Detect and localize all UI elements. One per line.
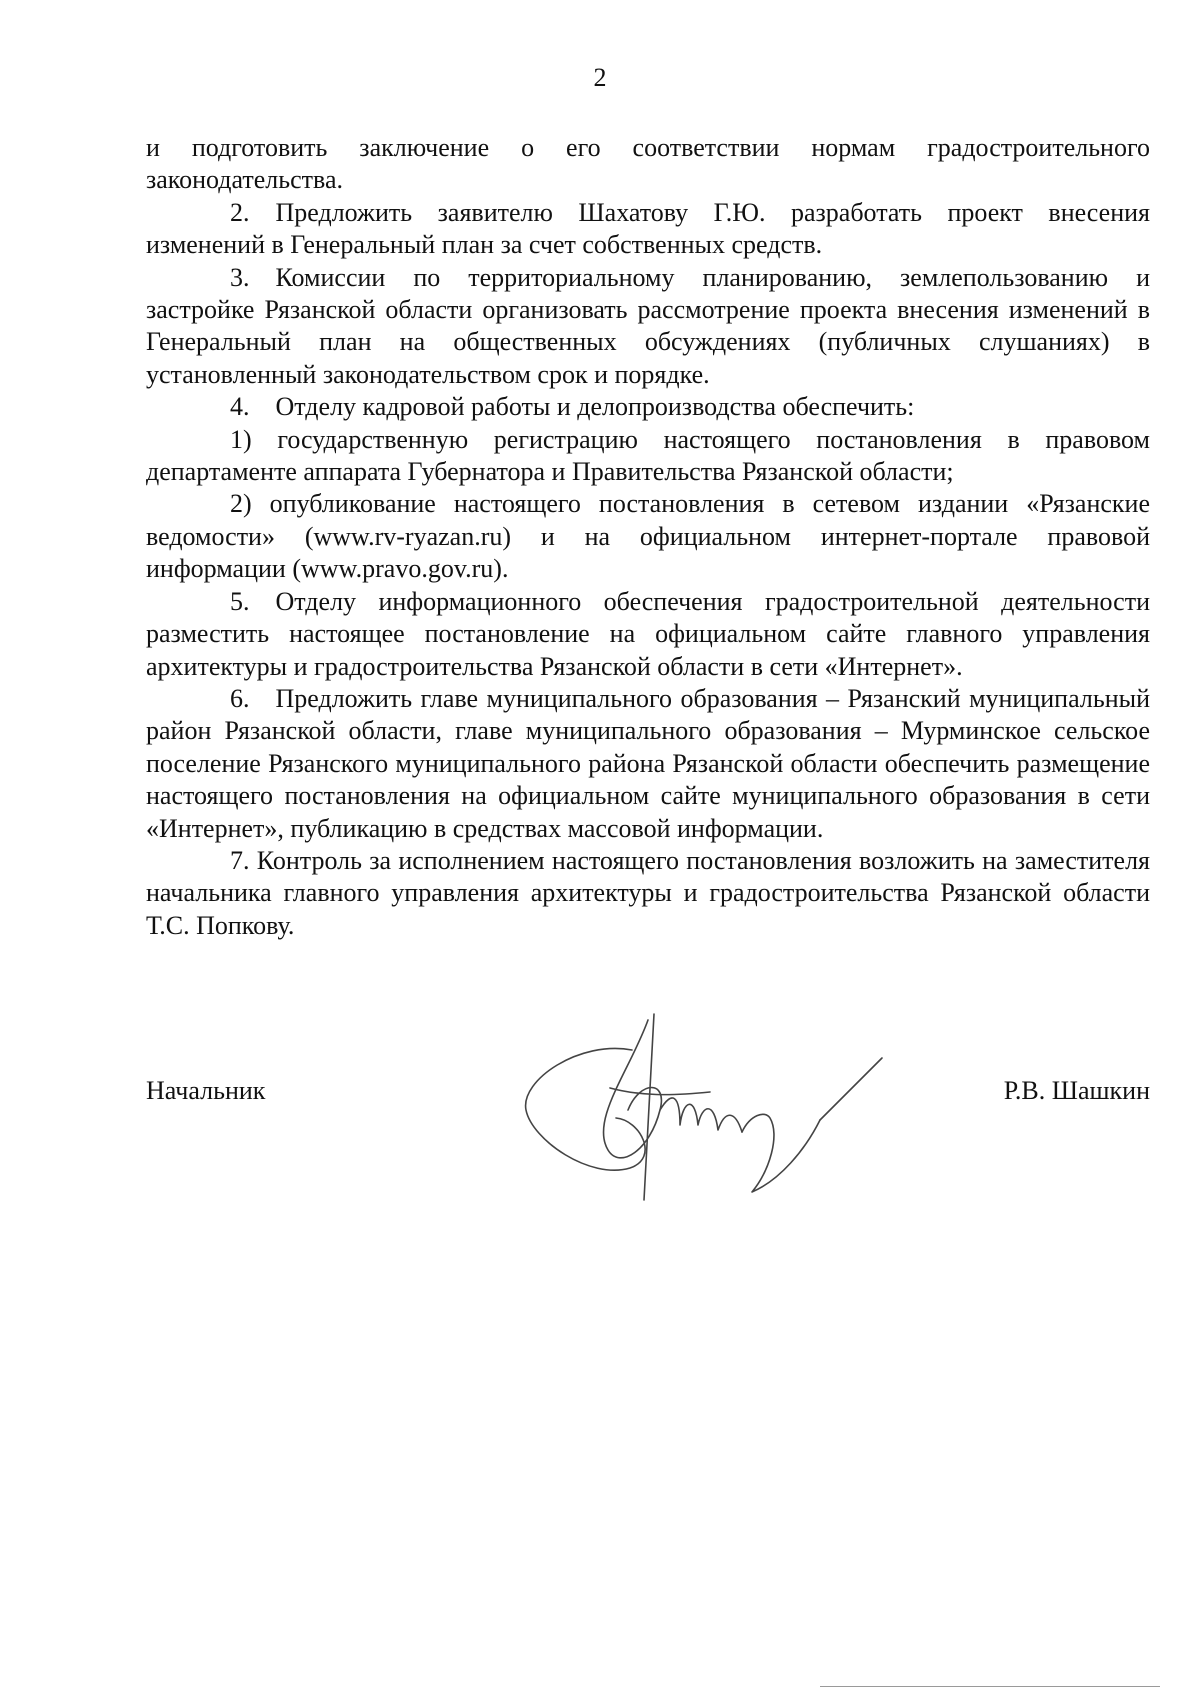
paragraph-item-4: 4. Отделу кадровой работы и делопроизводства обеспечить:	[230, 392, 915, 422]
paragraph-item-6: 6. Предложить главе муниципального образования – Рязанский муниципальный район Рязанской области, главе муниципального образования – Мурминское сельское поселение Рязанского муниципального района Рязанской области обеспечить размещение настоящего постановления на официальном сайте муниципального образования в сети «Интернет», публикацию в средствах массовой информации.	[146, 683, 1150, 843]
paragraph-subitem-4-2: 2) опубликование настоящего постановления в сетевом издании «Рязанские ведомости» (www.rv-ryazan.ru) и на официальном интернет-портале правовой информации (www.pravo.gov.ru).	[146, 489, 1150, 584]
signatory-name: Р.В. Шашкин	[1003, 1076, 1150, 1105]
paragraph-item-5: 5. Отделу информационного обеспечения градостроительной деятельности разместить настоящее постановление на официальном сайте главного управления архитектуры и градостроительства Рязанской области в сети «Интернет».	[146, 586, 1150, 681]
signatory-position: Начальник	[146, 1076, 266, 1105]
document-body	[146, 132, 1150, 942]
paragraph-item-3: 3. Комиссии по территориальному планированию, землепользованию и застройке Рязанской области организовать рассмотрение проекта внесения изменений в Генеральный план на общественных обсуждениях (публичных слушаниях) в установленный законодательством срок и порядке.	[146, 262, 1150, 389]
handwritten-signature	[520, 1000, 920, 1210]
page-number: 2	[593, 63, 607, 92]
paragraph-continuation: и подготовить заключение о его соответствии нормам градостроительного законодательства.	[146, 133, 1150, 195]
paragraph-subitem-4-1: 1) государственную регистрацию настоящего постановления в правовом департаменте аппарата Губернатора и Правительства Рязанской области;	[146, 424, 1150, 487]
footer-line	[820, 1686, 1160, 1687]
paragraph-item-7: 7. Контроль за исполнением настоящего постановления возложить на заместителя начальника главного управления архитектуры и градостроительства Рязанской области Т.С. Попкову.	[146, 845, 1150, 940]
paragraph-item-2: 2. Предложить заявителю Шахатову Г.Ю. разработать проект внесения изменений в Генеральный план за счет собственных средств.	[146, 197, 1150, 260]
